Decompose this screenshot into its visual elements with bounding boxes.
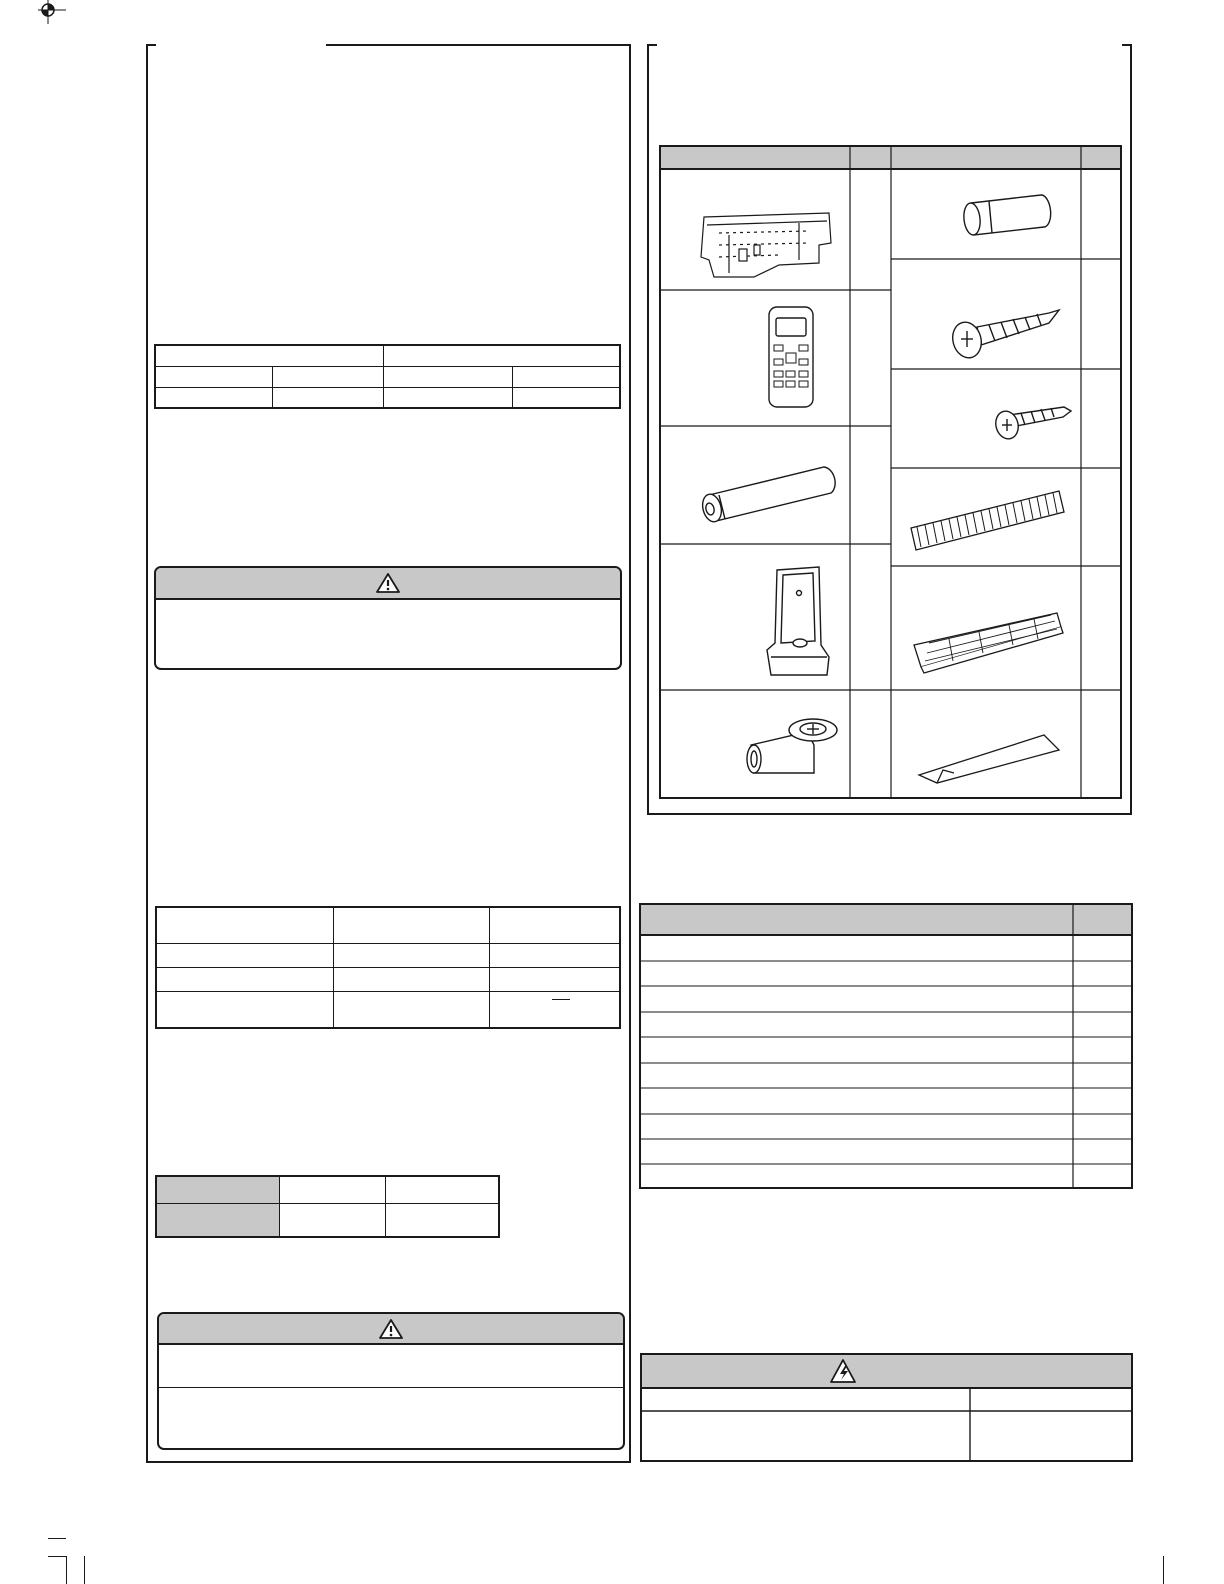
table-cell	[334, 992, 490, 1028]
table-cell	[156, 907, 334, 943]
warning-triangle-icon	[375, 572, 401, 594]
caution-box-2	[157, 1312, 625, 1450]
caution-box-1	[154, 566, 622, 670]
spec-table-2	[155, 906, 621, 1029]
table-cell	[334, 967, 490, 991]
dash-mark	[552, 999, 570, 1000]
table-cell	[280, 1203, 386, 1237]
table-cell	[156, 992, 334, 1028]
caution-header	[156, 568, 620, 600]
table-cell	[490, 992, 621, 1028]
table-cell	[156, 943, 334, 967]
table-cell	[155, 387, 273, 408]
remote-controller-icon	[769, 307, 813, 407]
table-cell	[273, 366, 384, 387]
table-cell	[155, 345, 384, 366]
table-cell	[384, 366, 513, 387]
table-header-cell	[156, 1203, 280, 1237]
checklist-table	[639, 903, 1133, 1189]
electrical-warning-box	[640, 1353, 1133, 1462]
table-cell	[386, 1203, 500, 1237]
remote-holder-icon	[767, 567, 829, 675]
table-header-cell	[156, 1176, 280, 1203]
caution-header	[159, 1314, 623, 1345]
accessories-table	[659, 145, 1122, 799]
table-cell	[490, 943, 621, 967]
table-cell	[334, 907, 490, 943]
spec-table-1	[154, 344, 621, 409]
table-cell	[384, 387, 513, 408]
table-cell	[490, 967, 621, 991]
table-cell	[386, 1176, 500, 1203]
table-cell	[273, 387, 384, 408]
registration-mark-icon	[38, 0, 66, 24]
table-cell	[513, 387, 621, 408]
table-cell	[155, 366, 273, 387]
table-cell	[334, 943, 490, 967]
table-cell	[490, 907, 621, 943]
warning-triangle-icon	[378, 1318, 404, 1340]
table-cell	[280, 1176, 386, 1203]
table-cell	[384, 345, 621, 366]
table-cell	[513, 366, 621, 387]
spec-table-3	[155, 1175, 500, 1238]
caution-row	[159, 1345, 623, 1388]
table-cell	[156, 967, 334, 991]
